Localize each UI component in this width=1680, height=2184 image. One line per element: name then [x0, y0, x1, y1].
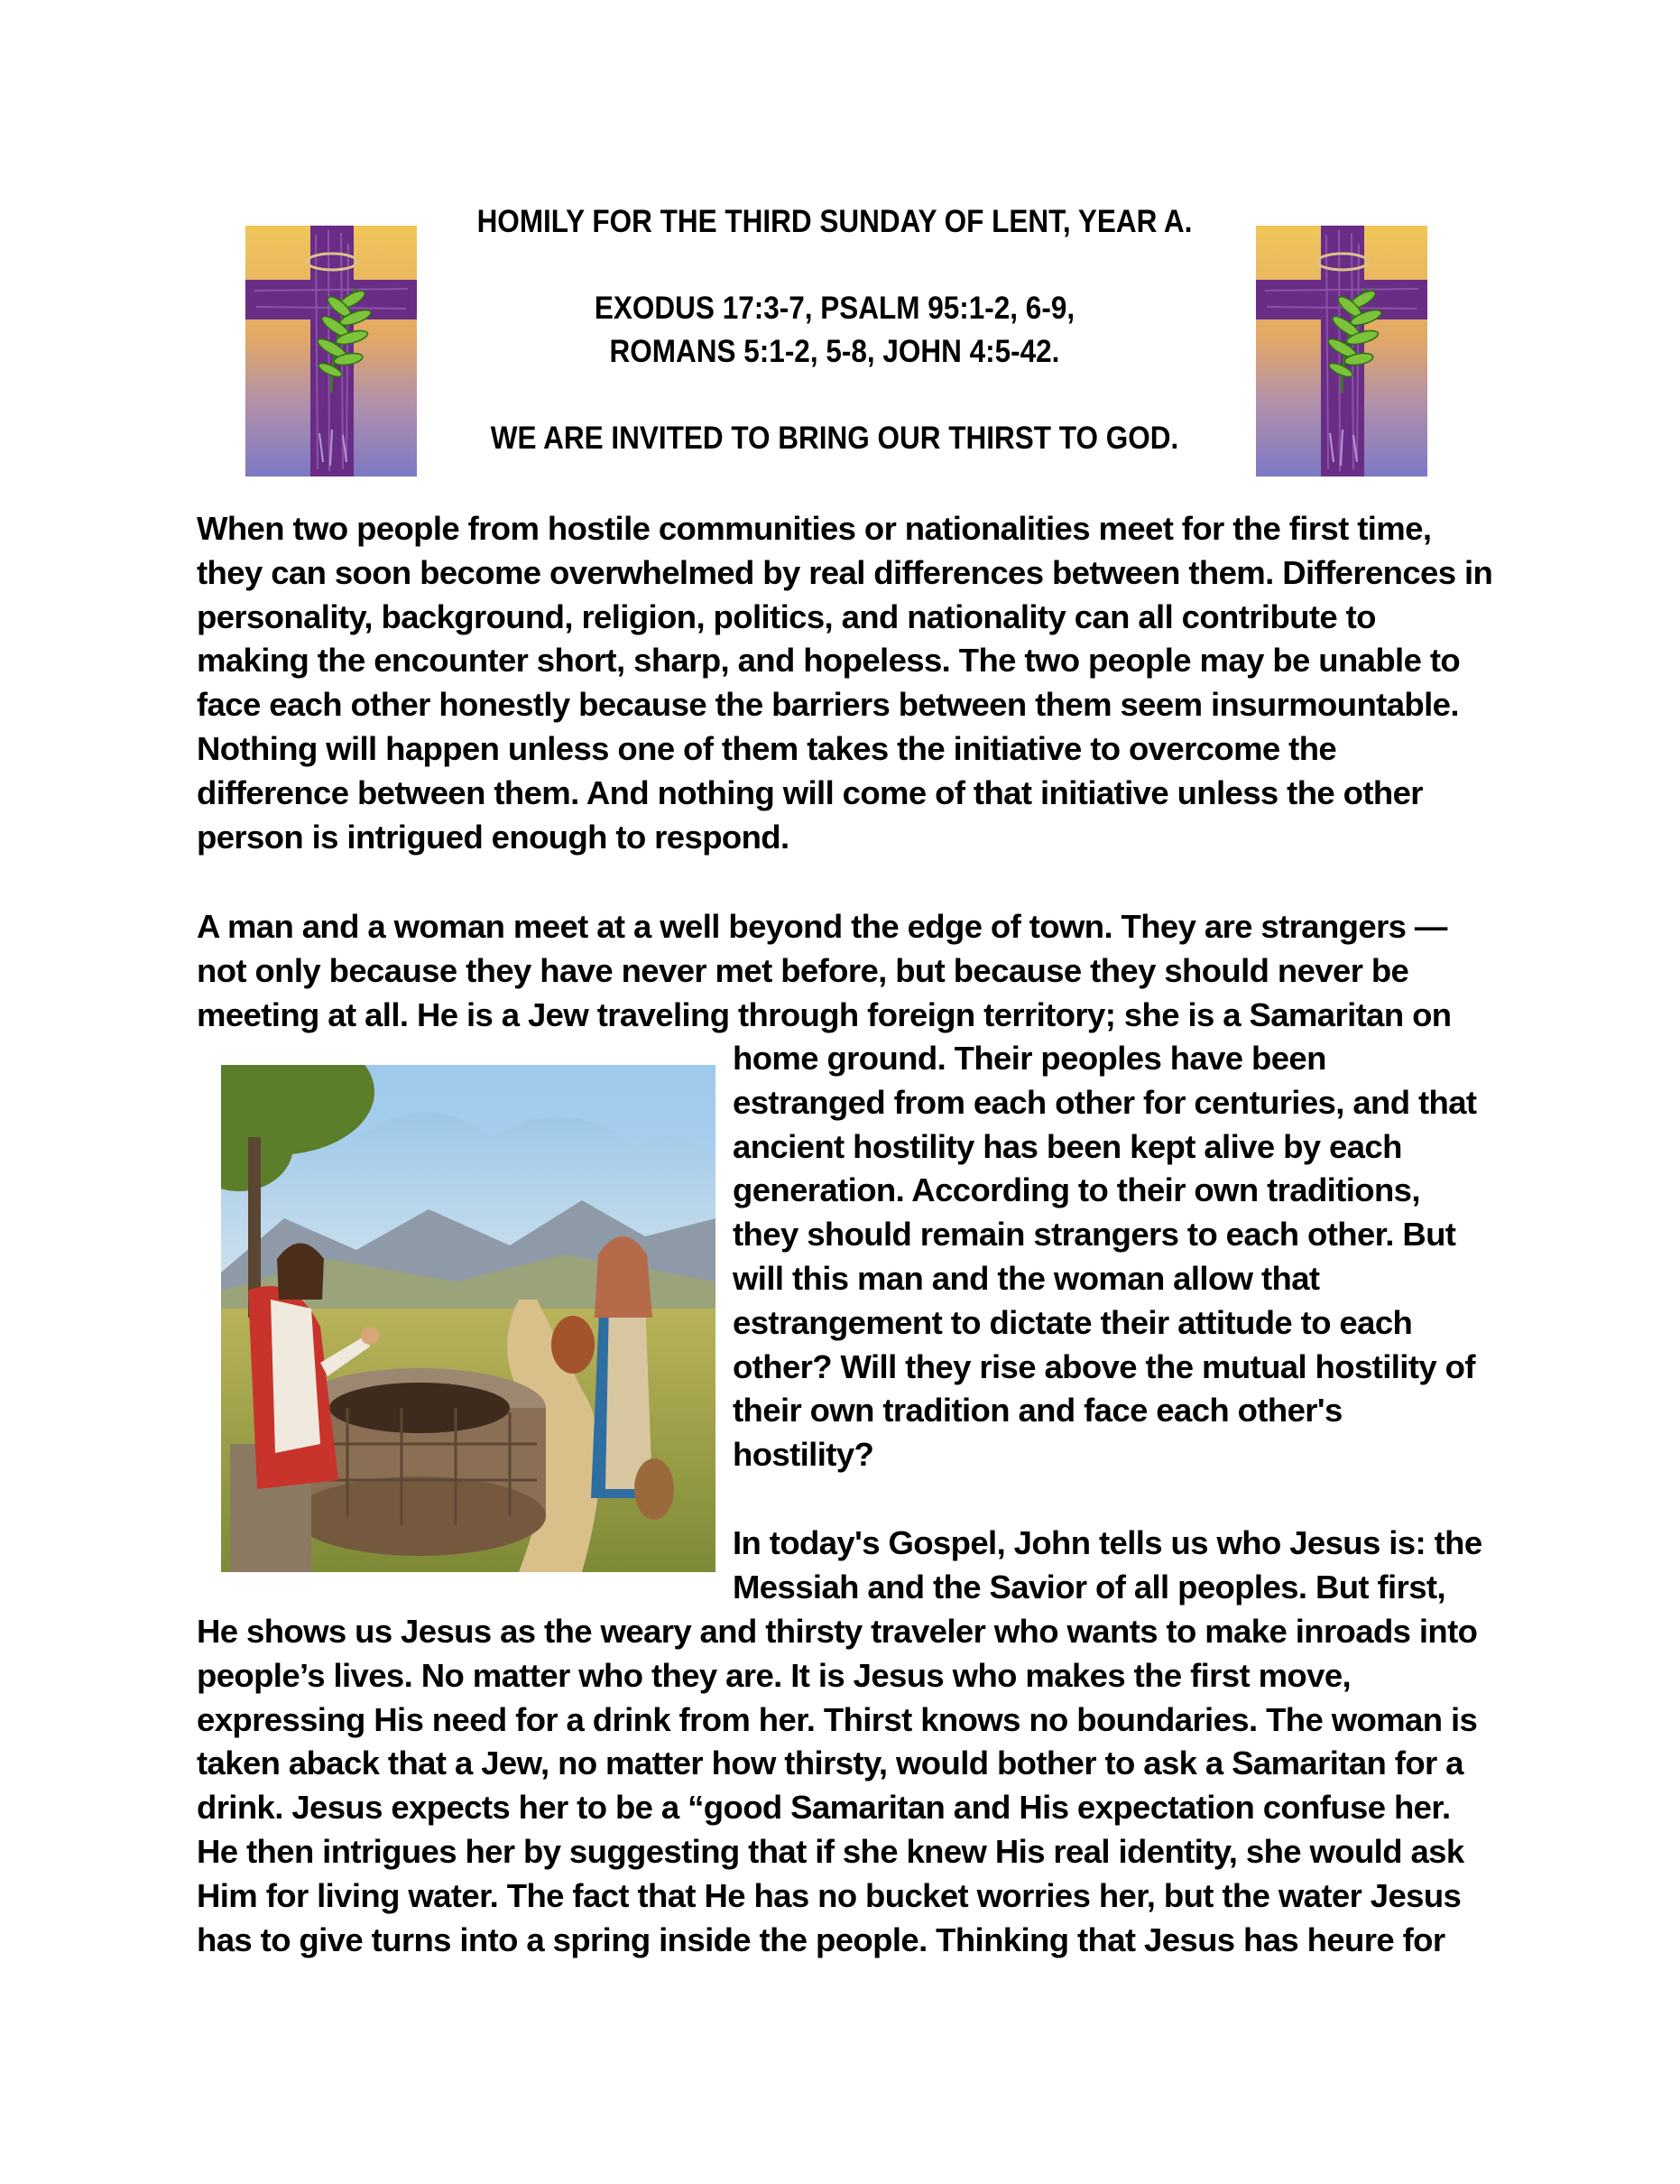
text-line: A man and a woman meet at a well beyond the edge of town. They are strangers —: [197, 908, 1447, 945]
text-line: meeting at all. He is a Jew traveling through foreign territory; she is a Samaritan on: [197, 995, 1452, 1033]
text-line: home ground. Their peoples have been: [733, 1040, 1326, 1077]
text-line: people’s lives. No matter who they are. It is Jesus who makes the first move,: [197, 1656, 1352, 1694]
text-line: difference between them. And nothing will come of that initiative unless the other: [197, 773, 1423, 811]
text-line: When two people from hostile communities or nationalities meet for the first time,: [197, 510, 1432, 547]
text-line: face each other honestly because the barriers between them seem insurmountable.: [197, 686, 1459, 724]
lenten-cross-image-right: [1256, 226, 1427, 477]
paragraph-2: [197, 905, 1487, 1037]
readings-line-1: EXODUS 17:3-7, PSALM 95:1-2, 6-9,: [594, 291, 1075, 326]
text-line: their own tradition and face each other's: [733, 1392, 1343, 1430]
text-line: He shows us Jesus as the weary and thirsty traveler who wants to make inroads into: [197, 1613, 1478, 1650]
text-line: In today's Gospel, John tells us who Jesus is: the: [733, 1524, 1482, 1561]
paragraph-3-wrapped: [733, 1522, 1491, 1610]
text-line: personality, background, religion, politics, and nationality can all contribute to: [197, 597, 1376, 635]
text-line: drink. Jesus expects her to be a “good Samaritan and His expectation confuse her.: [197, 1789, 1451, 1827]
text-line: Nothing will happen unless one of them takes the initiative to overcome the: [197, 729, 1337, 767]
text-line: estrangement to dictate their attitude to each: [733, 1303, 1413, 1341]
text-line: ancient hostility has been kept alive by each: [733, 1127, 1402, 1165]
lenten-cross-image-left: [245, 226, 417, 477]
text-line: expressing His need for a drink from her. Thirst knows no boundaries. The woman is: [197, 1700, 1478, 1738]
text-line: generation. According to their own traditions,: [733, 1171, 1420, 1209]
text-line: not only because they have never met before, but because they should never be: [197, 951, 1409, 989]
text-line: Him for living water. The fact that He has no bucket worries her, but the water Jesus: [197, 1876, 1462, 1914]
text-line: He then intrigues her by suggesting that if she knew His real identity, she would ask: [197, 1832, 1464, 1870]
text-line: has to give turns into a spring inside the people. Thinking that Jesus has heure for: [197, 1920, 1445, 1958]
text-line: they can soon become overwhelmed by real differences between them. Differences in: [197, 553, 1493, 591]
text-line: other? Will they rise above the mutual hostility of: [733, 1347, 1475, 1385]
readings-line-2: ROMANS 5:1-2, 5-8, JOHN 4:5-42.: [609, 334, 1060, 369]
text-line: will this man and the woman allow that: [733, 1259, 1320, 1297]
text-line: hostility?: [733, 1436, 874, 1474]
jesus-samaritan-woman-well-image: [221, 1065, 715, 1572]
text-line: making the encounter short, sharp, and hopeless. The two people may be unable to: [197, 642, 1461, 680]
text-line: they should remain strangers to each other. But: [733, 1216, 1456, 1254]
paragraph-2-wrapped: [733, 1037, 1491, 1477]
paragraph-3: [197, 1610, 1487, 1962]
homily-header: [453, 200, 1216, 460]
homily-title: HOMILY FOR THE THIRD SUNDAY OF LENT, YEAR A.: [476, 204, 1193, 239]
text-line: taken aback that a Jew, no matter how thirsty, would bother to ask a Samaritan for a: [197, 1744, 1463, 1782]
text-line: estranged from each other for centuries, and that: [733, 1083, 1477, 1121]
paragraph-1: [197, 507, 1493, 859]
text-line: person is intrigued enough to respond.: [197, 818, 789, 856]
homily-theme: WE ARE INVITED TO BRING OUR THIRST TO GOD.: [490, 421, 1179, 456]
text-line: Messiah and the Savior of all peoples. But first,: [733, 1568, 1445, 1606]
